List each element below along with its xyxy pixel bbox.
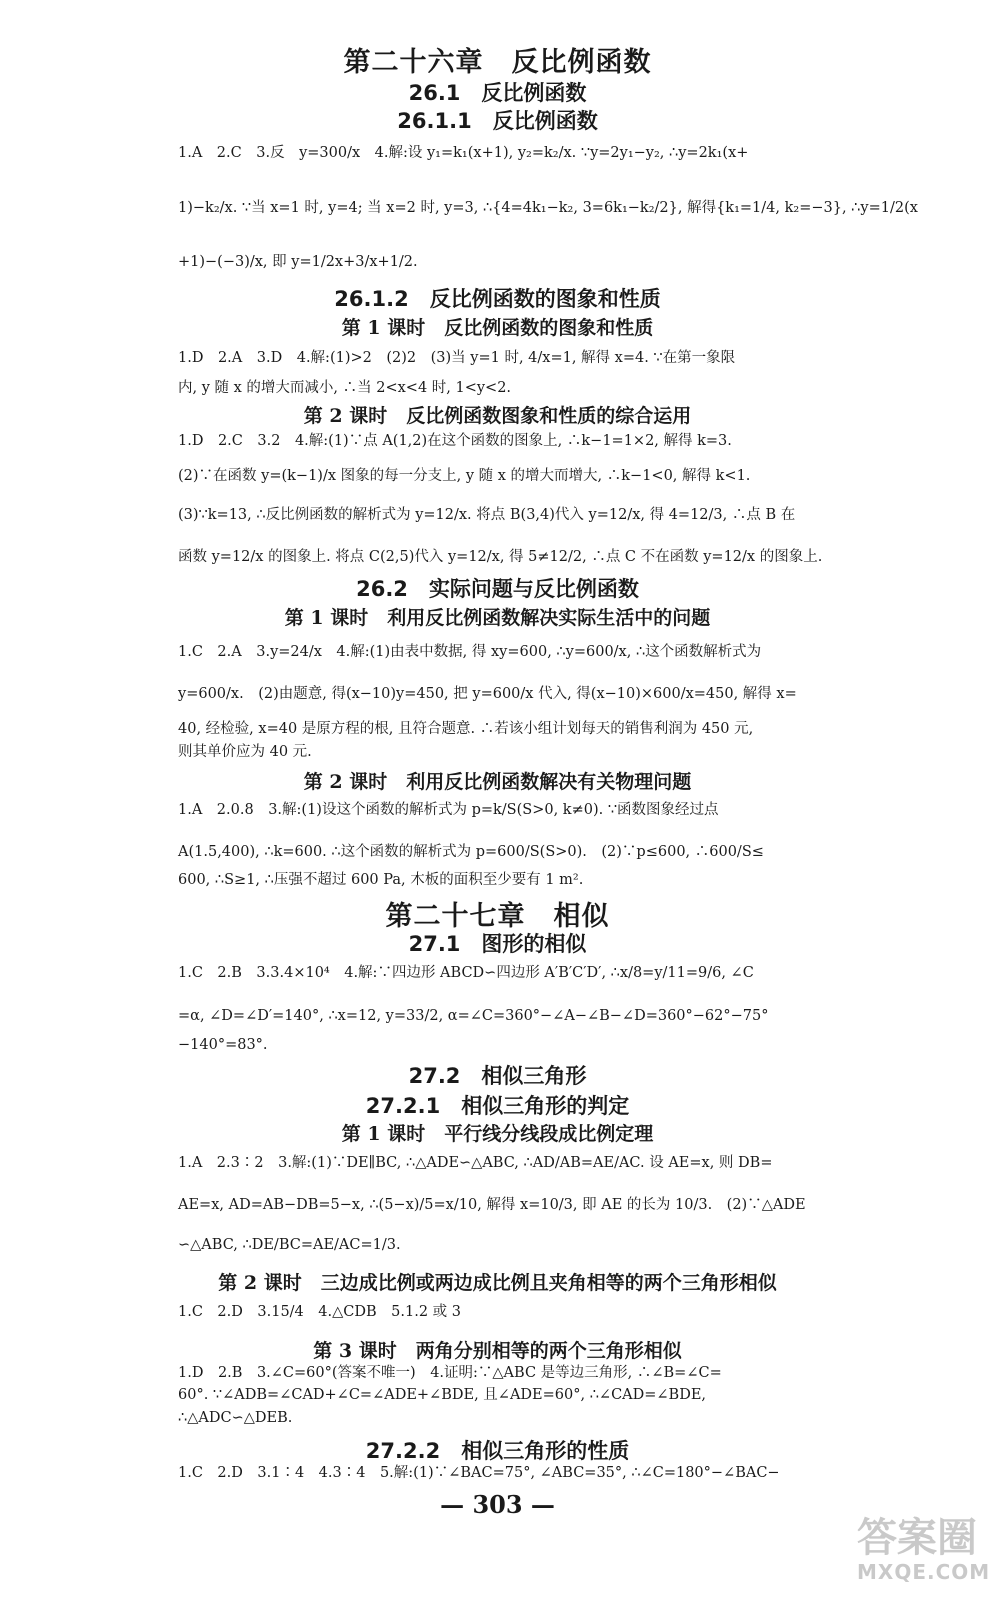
answer-line: 则其单价应为 40 元. — [178, 744, 312, 760]
section-26-1: 26.1 反比例函数 — [408, 81, 587, 105]
lesson-title: 第 2 课时 利用反比例函数解决有关物理问题 — [303, 771, 692, 793]
answer-line: 1.C 2.A 3.y=24/x 4.解:(1)由表中数据, 得 xy=600, ∴y=600/x, ∴这个函数解析式为 — [178, 644, 762, 660]
lesson-title: 第 1 课时 利用反比例函数解决实际生活中的问题 — [284, 607, 711, 629]
page-number: — 303 — — [440, 1490, 555, 1519]
lesson-title: 第 2 课时 反比例函数图象和性质的综合运用 — [303, 405, 692, 427]
answer-line: −140°=83°. — [178, 1037, 268, 1053]
answer-line: 1.D 2.A 3.D 4.解:(1)>2 (2)2 (3)当 y=1 时, 4/x=1, 解得 x=4. ∵在第一象限 — [178, 350, 736, 366]
section-26-1-2: 26.1.2 反比例函数的图象和性质 — [334, 287, 661, 311]
lesson-title: 第 2 课时 三边成比例或两边成比例且夹角相等的两个三角形相似 — [218, 1272, 777, 1294]
answer-line: (3)∵k=13, ∴反比例函数的解析式为 y=12/x. 将点 B(3,4)代入 y=12/x, 得 4=12/3, ∴点 B 在 — [178, 507, 796, 523]
answer-line: 600, ∴S≥1, ∴压强不超过 600 Pa, 木板的面积至少要有 1 m². — [178, 872, 584, 888]
section-27-2-2: 27.2.2 相似三角形的性质 — [365, 1439, 630, 1463]
watermark-url: MXQE.COM — [857, 1560, 991, 1584]
answer-line: 1.A 2.3∶2 3.解:(1)∵DE∥BC, ∴△ADE∽△ABC, ∴AD/AB=AE/AC. 设 AE=x, 则 DB= — [178, 1155, 773, 1171]
answer-line: 1.D 2.C 3.2 4.解:(1)∵点 A(1,2)在这个函数的图象上, ∴k−1=1×2, 解得 k=3. — [178, 433, 732, 449]
watermark-logo — [857, 1515, 991, 1586]
answer-line: A(1.5,400), ∴k=600. ∴这个函数的解析式为 p=600/S(S>0). (2)∵p≤600, ∴600/S≤ — [178, 844, 764, 860]
answer-line: ∽△ABC, ∴DE/BC=AE/AC=1/3. — [178, 1237, 401, 1253]
answer-line: y=600/x. (2)由题意, 得(x−10)y=450, 把 y=600/x 代入, 得(x−10)×600/x=450, 解得 x= — [178, 686, 797, 702]
chapter-27-title: 第二十七章 相似 — [385, 901, 610, 932]
answer-line: 1.A 2.C 3.反 y=300/x 4.解:设 y₁=k₁(x+1), y₂=k₂/x. ∵y=2y₁−y₂, ∴y=2k₁(x+ — [178, 145, 749, 161]
lesson-title: 第 1 课时 平行线分线段成比例定理 — [341, 1123, 654, 1145]
answer-line: 60°. ∵∠ADB=∠CAD+∠C=∠ADE+∠BDE, 且∠ADE=60°, ∴∠CAD=∠BDE, — [178, 1387, 707, 1403]
chapter-26-title: 第二十六章 反比例函数 — [343, 47, 652, 78]
answer-line: 1.C 2.B 3.3.4×10⁴ 4.解:∵四边形 ABCD∽四边形 A′B′C′D′, ∴x/8=y/11=9/6, ∠C — [178, 965, 754, 981]
answer-line: 1.C 2.D 3.15/4 4.△CDB 5.1.2 或 3 — [178, 1304, 461, 1320]
section-26-2: 26.2 实际问题与反比例函数 — [356, 577, 639, 601]
answer-line: 1)−k₂/x. ∵当 x=1 时, y=4; 当 x=2 时, y=3, ∴{4=4k₁−k₂, 3=6k₁−k₂/2}, 解得{k₁=1/4, k₂=−3}, ∴y=1/2(x — [178, 200, 918, 216]
answer-line: AE=x, AD=AB−DB=5−x, ∴(5−x)/5=x/10, 解得 x=10/3, 即 AE 的长为 10/3. (2)∵△ADE — [178, 1197, 806, 1213]
lesson-title: 第 1 课时 反比例函数的图象和性质 — [341, 317, 654, 339]
answer-line: 函数 y=12/x 的图象上. 将点 C(2,5)代入 y=12/x, 得 5≠12/2, ∴点 C 不在函数 y=12/x 的图象上. — [178, 549, 823, 565]
answer-line: (2)∵在函数 y=(k−1)/x 图象的每一分支上, y 随 x 的增大而增大, ∴k−1<0, 解得 k<1. — [178, 468, 751, 484]
answer-line: +1)−(−3)/x, 即 y=1/2x+3/x+1/2. — [178, 254, 418, 270]
answer-line: 40, 经检验, x=40 是原方程的根, 且符合题意. ∴若该小组计划每天的销售利润为 450 元, — [178, 721, 754, 737]
section-27-2-1: 27.2.1 相似三角形的判定 — [365, 1094, 630, 1118]
answer-line: 1.A 2.0.8 3.解:(1)设这个函数的解析式为 p=k/S(S>0, k≠0). ∵函数图象经过点 — [178, 802, 719, 818]
answer-line: 1.D 2.B 3.∠C=60°(答案不唯一) 4.证明:∵△ABC 是等边三角形, ∴∠B=∠C= — [178, 1365, 722, 1381]
answer-line: =α, ∠D=∠D′=140°, ∴x=12, y=33/2, α=∠C=360°−∠A−∠B−∠D=360°−62°−75° — [178, 1008, 769, 1024]
section-27-2: 27.2 相似三角形 — [408, 1064, 587, 1088]
watermark-text: 答案圈 — [857, 1515, 977, 1561]
answer-line: ∴△ADC∽△DEB. — [178, 1410, 293, 1426]
lesson-title: 第 3 课时 两角分别相等的两个三角形相似 — [313, 1340, 682, 1362]
answer-line: 1.C 2.D 3.1∶4 4.3∶4 5.解:(1)∵∠BAC=75°, ∠ABC=35°, ∴∠C=180°−∠BAC− — [178, 1465, 780, 1481]
section-27-1: 27.1 图形的相似 — [408, 932, 587, 956]
answer-line: 内, y 随 x 的增大而减小, ∴当 2<x<4 时, 1<y<2. — [178, 380, 512, 396]
section-26-1-1: 26.1.1 反比例函数 — [397, 109, 598, 133]
